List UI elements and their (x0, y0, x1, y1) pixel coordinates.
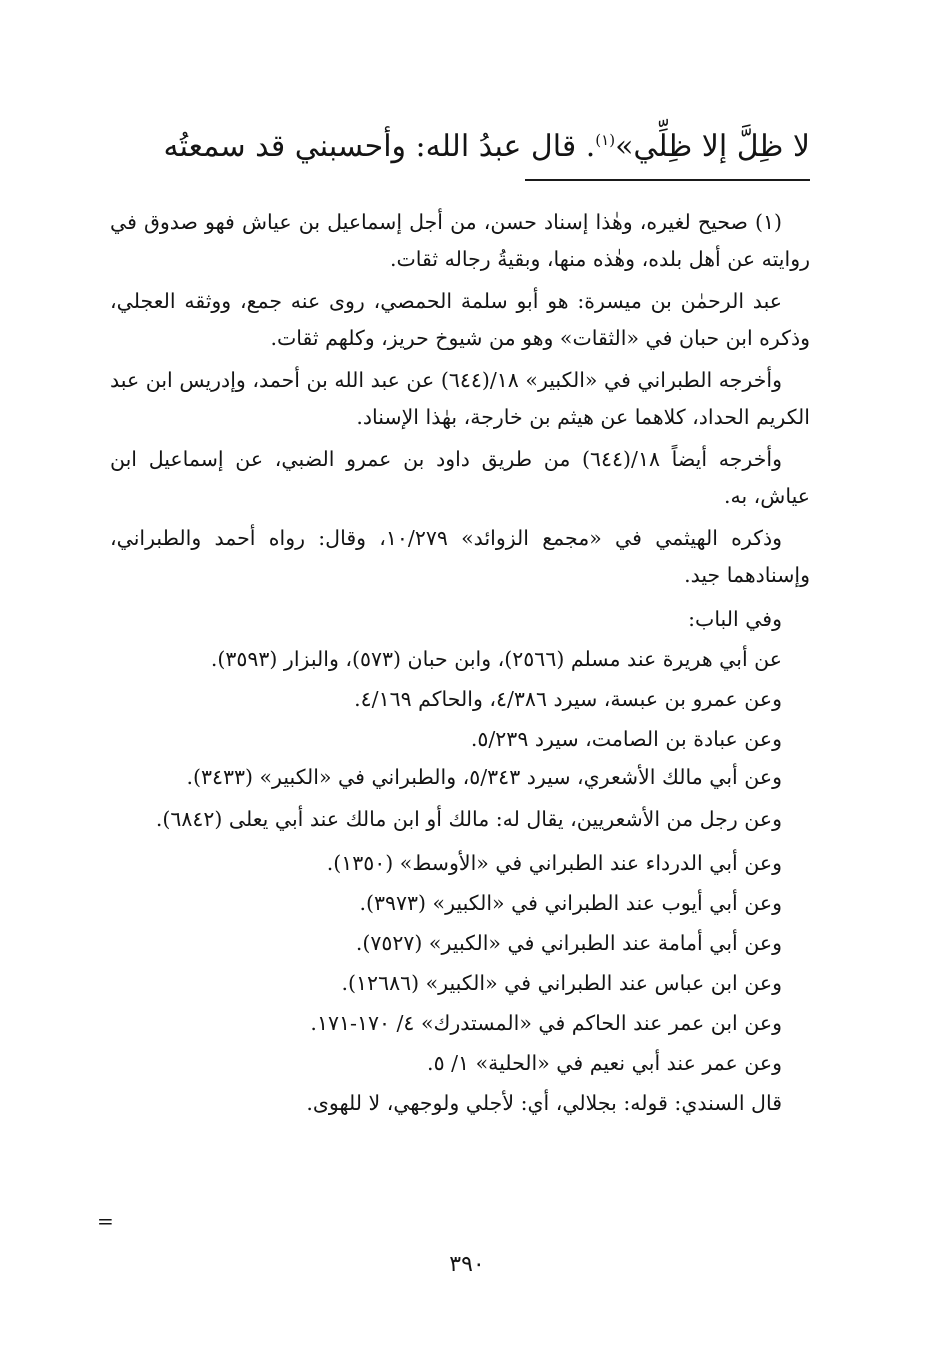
footnote-divider (525, 179, 810, 181)
footnote-paragraph: عبد الرحمٰن بن ميسرة: هو أبو سلمة الحمصي، روى عنه جمع، ووثقه العجلي، وذكره ابن حبان في «الثقات» وهو من شيوخ حريز، وكلهم ثقات. (110, 289, 810, 350)
footnote-marker[interactable]: (١) (595, 131, 616, 149)
footnote-paragraph: (١) صحيح لغيره، وهٰذا إسناد حسن، من أجل إسماعيل بن عياش فهو صدوق في روايته عن أهل بلده، وهٰذه منها، وبقيةُ رجاله ثقات. (110, 210, 810, 271)
bab-heading: وفي الباب: (688, 607, 782, 631)
continuation-mark: = (97, 1209, 114, 1233)
bab-paragraph: وعن رجل من الأشعريين، يقال له: مالك أو ابن مالك عند أبي يعلى (٦٨٤٢). (155, 807, 782, 831)
bab-paragraph: وعن أبي مالك الأشعري، سيرد ٥/٣٤٣، والطبراني في «الكبير» (٣٤٣٣). (186, 765, 782, 789)
footnote-paragraph: وأخرجه الطبراني في «الكبير» ١٨/(٦٤٤) عن عبد الله بن أحمد، وإدريس ابن عبد الكريم الحداد، كلاهما عن هيثم بن خارجة، بهٰذا الإسناد. (110, 368, 810, 429)
bab-list-item: وعن أبي الدرداء عند الطبراني في «الأوسط» (١٣٥٠). (326, 851, 782, 875)
bab-list-item: وعن ابن عباس عند الطبراني في «الكبير» (١٢٦٨٦). (341, 971, 782, 995)
bab-list-item: وعن عمرو بن عبسة، سيرد ٤/٣٨٦، والحاكم ٤/١٦٩. (354, 687, 782, 711)
bab-list-item: وعن عمر عند أبي نعيم في «الحلية» ١/ ٥. (427, 1051, 782, 1075)
footnote-paragraph: وذكره الهيثمي في «مجمع الزوائد» ١٠/٢٧٩، وقال: رواه أحمد والطبراني، وإسنادهما جيد. (110, 526, 810, 587)
bab-list-item: وعن أبي أيوب عند الطبراني في «الكبير» (٣٩٧٣). (359, 891, 782, 915)
bab-list-b (110, 843, 810, 1123)
sindi-note: قال السندي: قوله: بجلالي، أي: لأجلي ولوجهي، لا للهوى. (306, 1091, 782, 1115)
main-text-after-marker: . قال عبدُ الله: وأحسبني قد سمعتُه (163, 129, 596, 164)
footnote-paragraph: وأخرجه أيضاً ١٨/(٦٤٤) من طريق داود بن عمرو الضبي، عن إسماعيل ابن عياش، به. (110, 447, 810, 508)
bab-list-item: وعن عبادة بن الصامت، سيرد ٥/٢٣٩. (470, 727, 782, 751)
bab-list-item: وعن ابن عمر عند الحاكم في «المستدرك» ٤/ ١٧٠-١٧١. (310, 1011, 782, 1035)
bab-list-item: عن أبي هريرة عند مسلم (٢٥٦٦)، وابن حبان (٥٧٣)، والبزار (٣٥٩٣). (210, 647, 782, 671)
main-text-before-marker: لا ظِلَّ إلا ظِلِّي» (615, 129, 810, 164)
bab-list-item: وعن أبي أمامة عند الطبراني في «الكبير» (٧٥٢٧). (355, 931, 782, 955)
footnotes-section (110, 204, 810, 1123)
main-text-line (110, 110, 810, 177)
page-number: ٣٩٠ (449, 1252, 485, 1277)
bab-list-a (110, 639, 810, 759)
